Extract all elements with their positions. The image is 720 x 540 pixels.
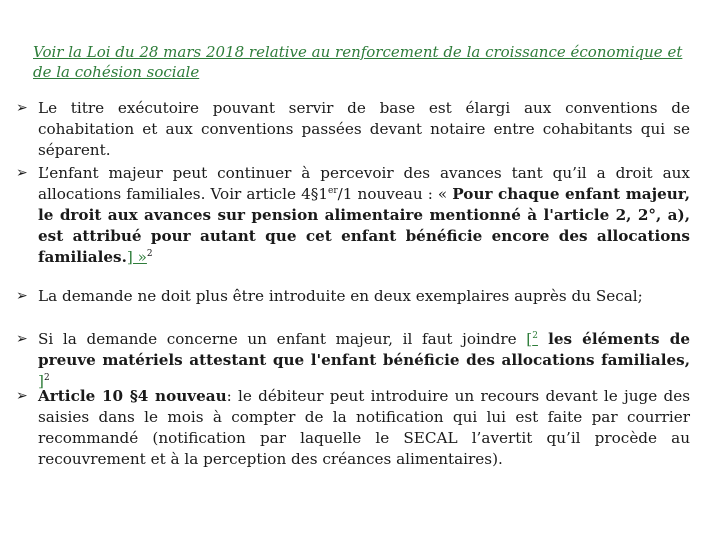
arrow-bullet-icon: ➢	[16, 100, 28, 116]
bullet-text: La demande ne doit plus être introduite en deux exemplaires auprès du Secal;	[38, 287, 643, 305]
bullet-item	[16, 98, 690, 161]
footnote-ref: 2	[146, 248, 153, 259]
bullet-text	[38, 329, 690, 392]
bullet-text	[38, 163, 690, 268]
footnote-link-open[interactable]: [$^2$	[526, 330, 538, 348]
footnote-link[interactable]: ] »	[126, 248, 147, 266]
footnote-ref: 2	[532, 330, 538, 341]
bullet-item	[16, 329, 690, 392]
arrow-bullet-icon: ➢	[16, 165, 28, 181]
bullet-item	[16, 286, 690, 307]
bullet-text: Le titre exécutoire pouvant servir de base est élargi aux conventions de cohabitation et aux conventions passées devant notaire entre cohabitants qui se séparent.	[38, 99, 690, 159]
bullet-intro: L’enfant majeur peut continuer à percevoir des avances tant qu’il a droit aux allocations familiales. Voir article 4§1	[38, 164, 690, 203]
article-title: Article 10 §4 nouveau	[38, 387, 227, 405]
arrow-bullet-icon: ➢	[16, 388, 28, 404]
bullet-intro: Si la demande concerne un enfant majeur, il faut joindre	[38, 330, 527, 348]
bullet-item	[16, 163, 690, 268]
article-body: : le débiteur peut introduire un recours devant le juge des saisies dans le mois à compter de la notification qui lui est faite par courrier recommandé (notification par laquelle le SECAL l’avertit qu’il procède au recouvrement et à la perception des créances alimentaires).	[38, 387, 690, 468]
bullet-text	[38, 386, 690, 470]
superscript-er: er	[328, 185, 338, 196]
bullet-item	[16, 386, 690, 470]
arrow-bullet-icon: ➢	[16, 288, 28, 304]
bullet-bold: les éléments de preuve matériels attestant que l'enfant bénéficie des allocations familiales,	[38, 330, 690, 369]
footnote-link-close[interactable]: ]	[38, 372, 44, 390]
arrow-bullet-icon: ➢	[16, 331, 28, 347]
bullet-bold-quote: Pour chaque enfant majeur, le droit aux avances sur pension alimentaire mentionné à l'article 2, 2°, a), est attribué pour autant que cet enfant bénéficie encore des allocations familiales.	[38, 185, 690, 266]
footnote-ref: 2	[43, 372, 50, 383]
bullet-mid: /1 nouveau : «	[337, 185, 453, 203]
law-reference-link[interactable]: Voir la Loi du 28 mars 2018 relative au renforcement de la croissance économique et de la cohésion sociale	[33, 43, 683, 81]
